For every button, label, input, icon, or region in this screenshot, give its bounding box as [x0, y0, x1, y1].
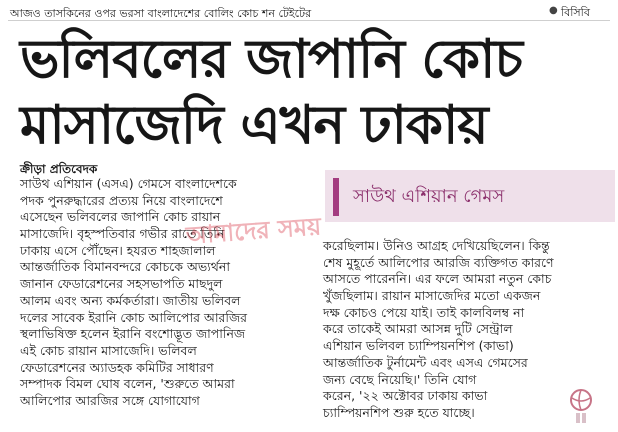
body-line: করেন, '২২ অক্টোবর ঢাকায় কাভা — [323, 388, 488, 404]
body-line: ঢাকায় এসে পৌঁছেন। হযরত শাহজালাল — [20, 242, 216, 258]
section-banner-label: সাউথ এশিয়ান গেমস — [353, 186, 505, 207]
section-banner — [325, 170, 615, 222]
newspaper-watermark: আমাদের সময় — [185, 212, 323, 250]
dot-icon: ● — [549, 5, 558, 16]
body-line: চ্যাম্পিয়নশিপ শুরু হতে যাচ্ছে। — [323, 404, 475, 420]
body-line: ফেডারেশনের অ্যাডহক কমিটির সাধারণ — [20, 359, 214, 375]
body-line: আন্তর্জাতিক বিমানবন্দরে কোচকে অভ্যর্থনা — [20, 259, 230, 275]
body-line: আন্তর্জাতিক টুর্নামেন্ট এবং এসএ গেমসের — [323, 354, 528, 370]
body-line: আলিপোর আরজির সঙ্গে যোগাযোগ — [20, 392, 200, 408]
related-headline-link[interactable]: আজও তাসকিনের ওপর ভরসা বাংলাদেশের বোলিং কোচ শন টেইটের — [10, 7, 312, 20]
body-line: মাসাজেদি। বৃহস্পতিবার গভীর রাতে তিনি — [20, 226, 225, 242]
body-line: এই কোচ রায়ান মাসাজেদি। ভলিবল — [20, 342, 197, 358]
body-line: শেষ মুহূর্তে আলিপোর আরজি ব্যক্তিগত কারণে — [323, 254, 554, 270]
body-line: জানান ফেডারেশনের সহসভাপতি মাছদুল — [20, 276, 223, 292]
byline: ক্রীড়া প্রতিবেদক — [20, 162, 98, 176]
body-line: এসেছেন ভলিবলের জাপানি কোচ রায়ান — [20, 209, 221, 225]
body-line: জন্য বেছে নিয়েছি।' তিনি যোগ — [323, 371, 477, 387]
body-line: পদক পুনরুদ্ধারের প্রত্যয় নিয়ে বাংলাদেশে — [20, 192, 223, 208]
body-line: আলম এবং অন্য কর্মকর্তারা। জাতীয় ভলিবল — [20, 292, 241, 308]
body-line: সাউথ এশিয়ান (এসএ) গেমসে বাংলাদেশকে — [20, 176, 237, 191]
body-line: এশিয়ান ভলিবল চ্যাম্পিয়নশিপ (কাভা) — [323, 338, 514, 354]
body-line: সম্পাদক বিমল ঘোষ বলেন, 'শুরুতে আমরা — [20, 376, 235, 392]
headline-line-1: ভলিবলের জাপানি কোচ — [20, 29, 522, 90]
banner-stripe — [333, 178, 339, 216]
body-line: করেছিলাম। উনিও আগ্রহ দেখিয়েছিলেন। কিন্তু — [323, 238, 550, 253]
headline-line-2: মাসাজেদি এখন ঢাকায় — [20, 95, 488, 156]
top-divider — [8, 20, 610, 21]
article-column-2 — [323, 238, 578, 422]
source-label: বিসিবি — [561, 6, 590, 19]
body-line: আসতে পারেননি। এর ফলে আমরা নতুন কোচ — [323, 271, 552, 287]
body-line: দলের সাবেক ইরানি কোচ আলিপোর আরজির — [20, 309, 248, 325]
top-bar — [0, 0, 618, 22]
headline — [20, 27, 600, 159]
body-line: খুঁজছিলাম। রায়ান মাসাজেদির মতো একজন — [323, 288, 541, 304]
body-line: করে তাকেই আমরা আসন্ন দুটি সেন্ট্রাল — [323, 321, 513, 337]
body-line: স্থলাভিষিক্ত হলেন ইরানি বংশোদ্ভূত জাপানিজ — [20, 326, 246, 342]
volleyball-logo-icon — [562, 386, 600, 426]
body-line: দক্ষ কোচও পেয়ে যাই। তাই কালবিলম্ব না — [323, 304, 525, 320]
